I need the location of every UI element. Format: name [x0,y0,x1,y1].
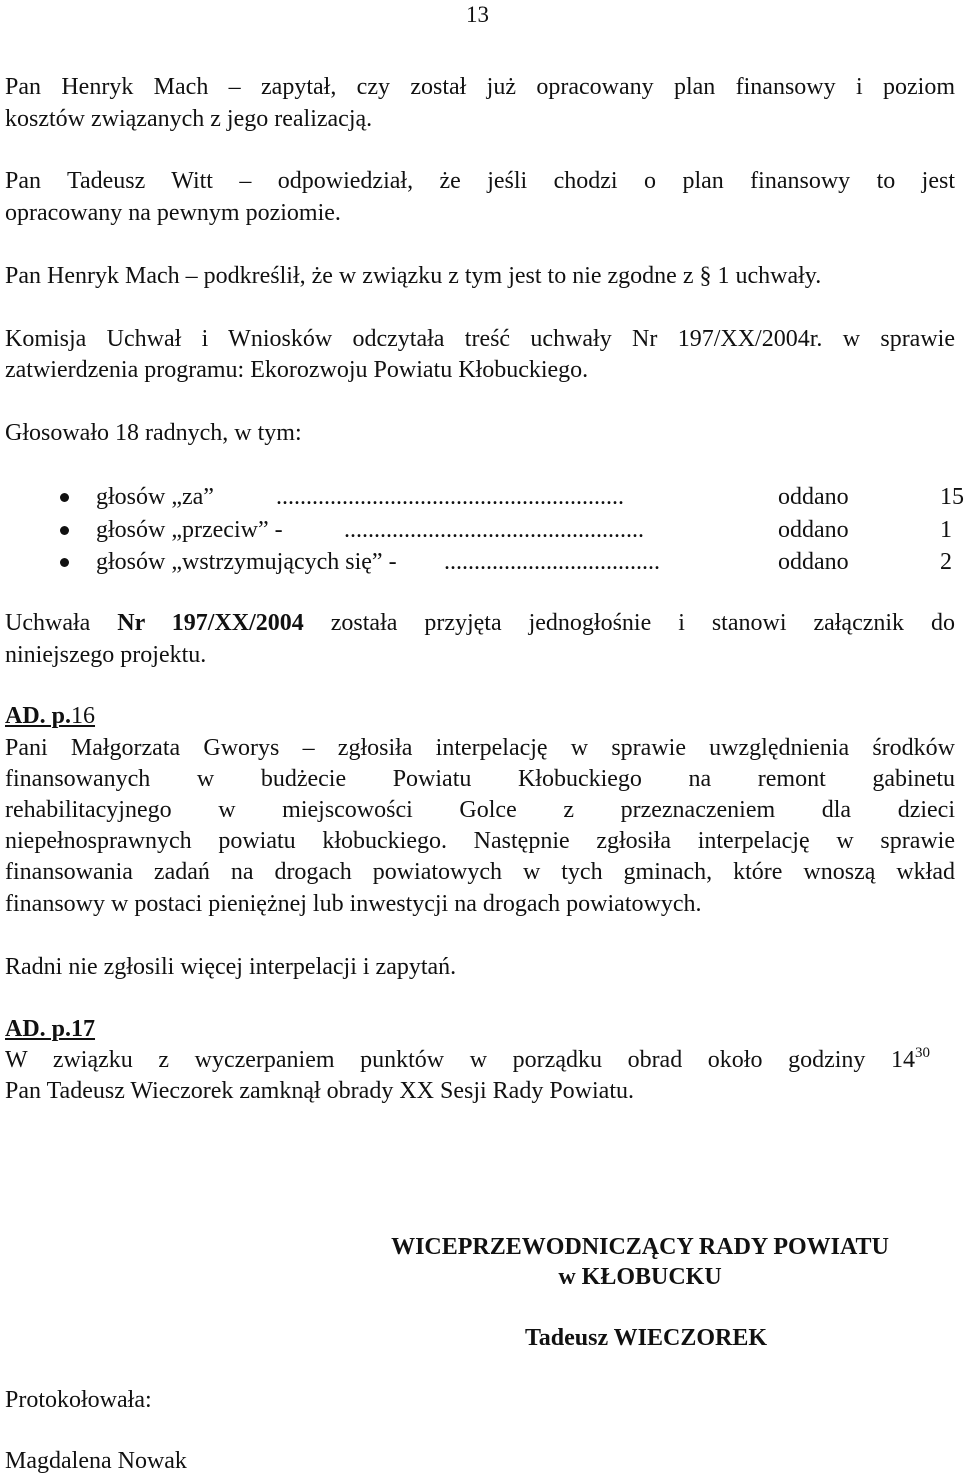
vote-count: 1 [940,517,952,543]
resolution-number: Nr 197/XX/2004 [117,610,304,636]
interpellation-line-last: finansowy w postaci pieniężnej lub inwestycji na drogach powiatowych. [5,891,702,917]
paragraph-question-line-2: kosztów związanych z jego realizacją. [5,106,373,132]
vote-result: oddano [778,517,849,543]
page-number: 13 [466,2,489,27]
vote-label: głosów „za” [96,484,214,510]
no-more-interpellations: Radni nie zgłosili więcej interpelacji i zapytań. [5,954,457,980]
paragraph-answer-line-2: opracowany na pewnym poziomie. [5,200,341,226]
signature-title-line-1: WICEPRZEWODNICZĄCY RADY POWIATU [391,1234,889,1260]
resolution-line-2: niniejszego projektu. [5,642,207,668]
interpellation-line: niepełnosprawnych powiatu kłobuckiego. Następnie zgłosiła interpelację w sprawie [5,828,955,854]
interpellation-line: finansowanych w budżecie Powiatu Kłobuckiego na remont gabinetu [5,766,955,792]
agenda-heading-prefix: AD. p. [5,703,72,729]
recorder-label: Protokołowała: [5,1387,152,1413]
bullet-icon [60,526,69,535]
paragraph-answer-line-1: Pan Tadeusz Witt – odpowiedział, że jeśli chodzi o plan finansowy to jest [5,168,955,194]
vote-label: głosów „przeciw” - [96,517,283,543]
closing-line-1 [5,1045,955,1076]
vote-item [60,481,964,514]
closing-text: W związku z wyczerpaniem punktów w porządku obrad około godziny 14 [5,1047,915,1073]
agenda-item-16-heading [5,701,955,732]
interpellation-line: rehabilitacyjnego w miejscowości Golce z przeznaczeniem dla dzieci [5,797,955,823]
vote-count: 15 [940,484,964,510]
vote-leader-dots: .................................... [444,549,660,575]
vote-item [60,514,952,547]
paragraph-commission-line-2: zatwierdzenia programu: Ekorozwoju Powiatu Kłobuckiego. [5,357,589,383]
vote-label: głosów „wstrzymujących się” - [96,549,397,575]
recorder-name: Magdalena Nowak [5,1448,187,1474]
interpellation-line: finansowania zadań na drogach powiatowych w tych gminach, które wnoszą wkład [5,859,955,885]
paragraph-commission-line-1: Komisja Uchwał i Wniosków odczytała treść uchwały Nr 197/XX/2004r. w sprawie [5,326,955,352]
vote-leader-dots: .......................................................... [276,484,624,510]
paragraph-question-line-1: Pan Henryk Mach – zapytał, czy został już opracowany plan finansowy i poziom [5,74,955,100]
vote-leader-dots: .................................................. [344,517,644,543]
bullet-icon [60,558,69,567]
bullet-icon [60,493,69,502]
vote-count: 2 [940,549,952,575]
signature-name: Tadeusz WIECZOREK [524,1325,768,1351]
closing-line-2: Pan Tadeusz Wieczorek zamknął obrady XX Sesji Rady Powiatu. [5,1078,634,1104]
agenda-item-17-heading: AD. p.17 [5,1016,96,1042]
vote-item [60,546,952,579]
interpellation-line: Pani Małgorzata Gworys – zgłosiła interpelację w sprawie uwzględnienia środków [5,735,955,761]
vote-result: oddano [778,549,849,575]
resolution-prefix: Uchwała [5,610,91,636]
resolution-line-1 [5,608,955,639]
paragraph-remark: Pan Henryk Mach – podkreślił, że w związku z tym jest to nie zgodne z § 1 uchwały. [5,263,822,289]
vote-result: oddano [778,484,849,510]
resolution-text: została przyjęta jednogłośnie i stanowi załącznik do [330,610,956,636]
agenda-heading-number: 16 [71,703,96,729]
vote-heading: Głosowało 18 radnych, w tym: [5,420,302,446]
closing-time-superscript: 30 [915,1045,930,1061]
signature-title-line-2: w KŁOBUCKU [558,1264,722,1290]
